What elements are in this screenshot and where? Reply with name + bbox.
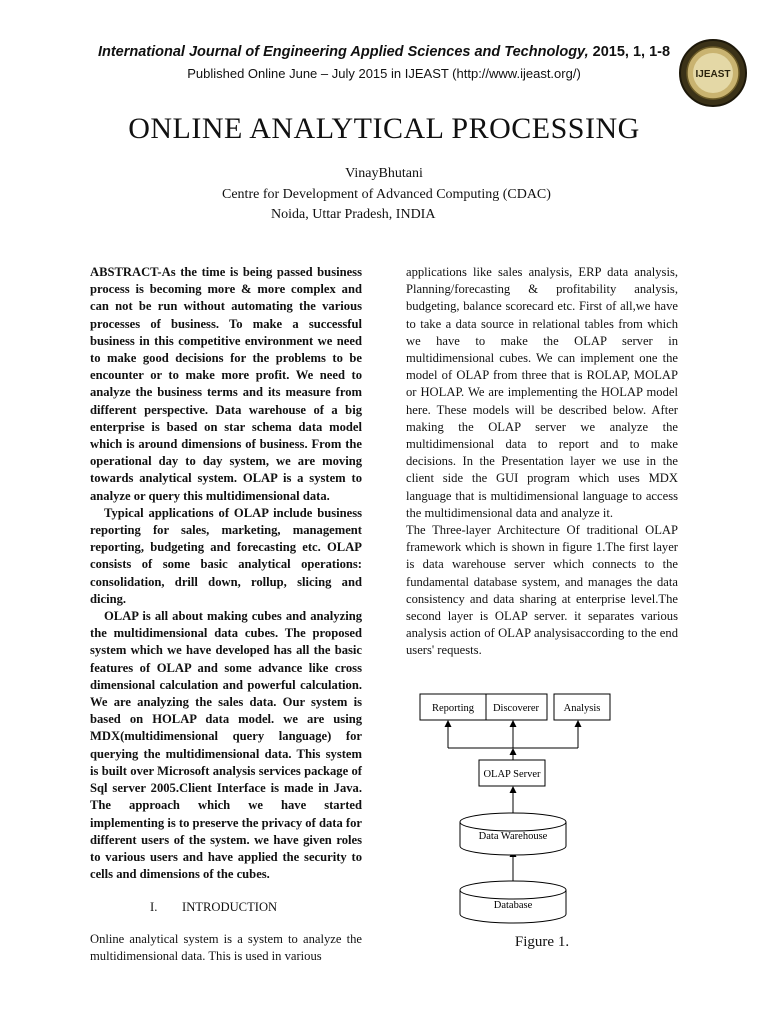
- abstract-paragraph-2: Typical applications of OLAP include business reporting for sales, marketing, management reporting, budgeting and forecasting etc. OLAP consists of some basic analytical operations: consolidation, drill down, rollup, slicing and dicing.: [90, 505, 362, 606]
- section-number: I.: [150, 900, 158, 915]
- author-name: VinayBhutani: [345, 166, 423, 181]
- journal-name: International Journal of Engineering Applied Sciences and Technology,: [97, 44, 589, 60]
- abstract-paragraph-3: OLAP is all about making cubes and analyzing the multidimensional data cubes. The proposed system which we have developed has all the basic features of OLAP and some advance like cross dimensional calculation and powerful calculation. We are analyzing the sales data. Our system is based on HOLAP data model. we are using MDX(multidimensional query language) for querying the multidimensional data. This system is built over Microsoft analysis services package of Sql server 2005.Client Interface is made in Java. The approach which we have started implementing is to preserve the privacy of data for different users of the system. we have given roles to various users and have applied the security to cells and dimensions of the cubes.: [90, 609, 362, 882]
- data-warehouse-label: Data Warehouse: [478, 831, 548, 842]
- olap-server-label: OLAP Server: [483, 769, 541, 780]
- reporting-label: Reporting: [432, 703, 474, 714]
- database-label: Database: [493, 900, 533, 911]
- section-title: INTRODUCTION: [182, 900, 278, 915]
- analysis-label: Analysis: [563, 703, 601, 714]
- journal-logo: [678, 38, 748, 108]
- intro-paragraph: Online analytical system is a system to analyze the multidimensional data. This is used in various: [90, 931, 362, 963]
- right-column: [406, 264, 678, 660]
- abstract-paragraph: ABSTRACT-As the time is being passed business process is becoming more & more complex and can not be run without automating the various processes of business. To make a successful business in this competitive environment we need to make good decisions for the problems to be encounter or to make more profit. We need to analyze the business terms and its measure from different perspective. Data warehouse of a big enterprise is based on star schema data model which is around dimensions of business. From the operational day to day system, we are moving towards analytical system. OLAP is a system to analyze or query this multidimensional data.: [90, 265, 362, 503]
- publication-line: Published Online June – July 2015 in IJEAST (http://www.ijeast.org/): [187, 66, 581, 81]
- affiliation-institution: Centre for Development of Advanced Computing (CDAC): [222, 187, 551, 202]
- affiliation-location: Noida, Uttar Pradesh, INDIA: [271, 207, 436, 222]
- journal-header: [90, 44, 678, 60]
- journal-issue: 2015, 1, 1-8: [588, 44, 671, 60]
- figure-caption: Figure 1.: [514, 934, 570, 950]
- body-paragraph-1: applications like sales analysis, ERP data analysis, Planning/forecasting & profitability analysis, budgeting, balance scorecard etc. First of all,we have to take a data source in relational tables from which we have to make the OLAP server in multidimensional cubes. We can implement one the model of OLAP from three that is ROLAP, MOLAP or HOLAP. We are implementing the HOLAP model here. These models will be described below. After making the OLAP server we analyze the multidimensional data to report and to make decisions. In the Presentation layer we use in the client side the GUI program which uses MDX language that is multidimensional language to access the multidimensional data and analyze it.: [406, 265, 678, 520]
- architecture-figure: [406, 676, 678, 946]
- section-heading: [90, 899, 362, 916]
- svg-text:IJEAST: IJEAST: [695, 69, 731, 80]
- left-column: [90, 264, 362, 965]
- discoverer-label: Discoverer: [492, 703, 540, 714]
- body-paragraph-2: The Three-layer Architecture Of traditional OLAP framework which is shown in figure 1.The first layer is data warehouse server which connects to the fundamental database system, and manages the data consistency and data sharing at enterprise level.The second layer is OLAP server. it separates various analysis action of OLAP analysisaccording to the end users' requests.: [406, 523, 678, 658]
- paper-title: ONLINE ANALYTICAL PROCESSING: [128, 112, 640, 145]
